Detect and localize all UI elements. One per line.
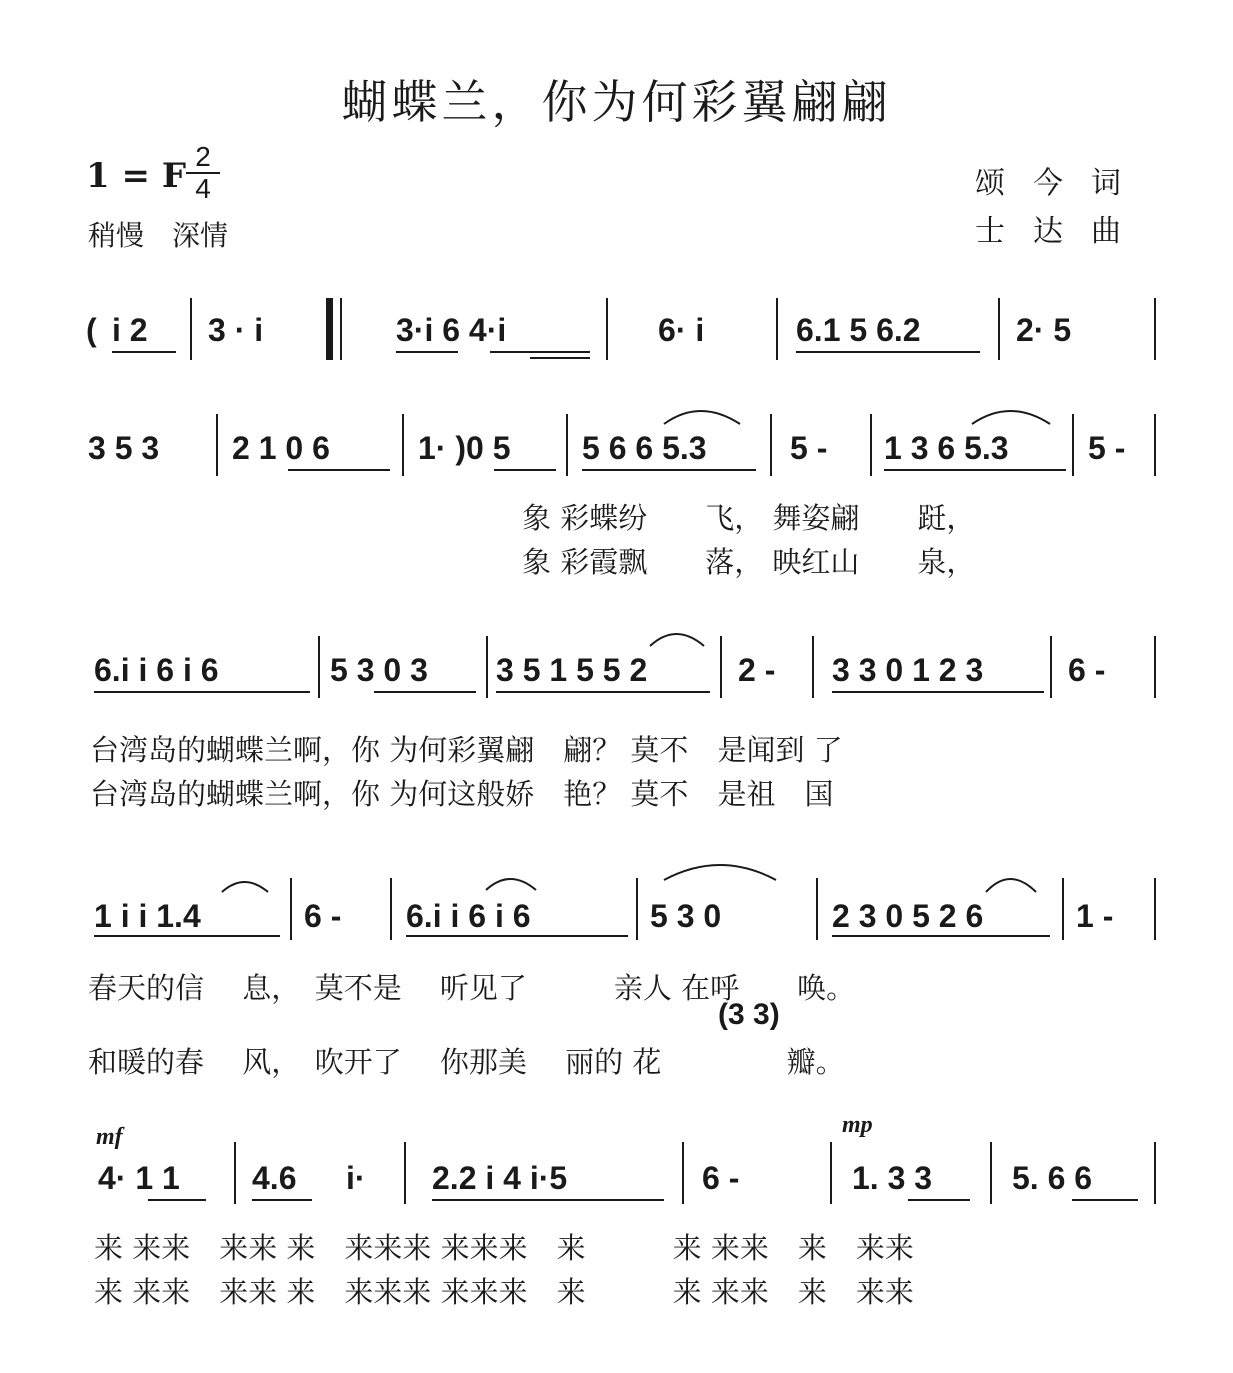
notes-row-1-m4: 6· i [658, 312, 705, 348]
notes-row-5-m1: 4.6 [252, 1160, 297, 1196]
slur [486, 879, 536, 890]
lyric-row-5-verse-1: 来 来来 来来 来 来来来 来来来 来 来 来来 来 来来 [94, 1231, 914, 1265]
lyric-row-4-verse-1: 春天的信 息， 莫不是 听见了 亲人 在呼 唤。 [88, 971, 856, 1005]
time-signature-bottom: 4 [195, 173, 211, 204]
notes-row-3-m1: 5 3 0 3 [330, 652, 428, 688]
notes-row-3-m3: 2 - [738, 652, 776, 688]
lyricist-credit: 颂今词 [975, 166, 1149, 201]
notes-row-2-m1: 2 1 0 6 [232, 430, 330, 466]
notes-row-4-m5: 1 - [1076, 898, 1114, 934]
key-signature: 1 = F [86, 156, 186, 196]
tempo-marking: 稍慢 深情 [88, 219, 229, 252]
notes-row-5-m5: 1. 3 3 [852, 1160, 933, 1196]
lyric-row-4-verse-2: 和暖的春 风， 吹开了 你那美 丽的 花 瓣。 [88, 1045, 845, 1079]
slur [222, 882, 268, 892]
notes-row-1-m3: 3·i 6 4·i [396, 312, 507, 348]
lyric-row-3-verse-1: 台湾岛的蝴蝶兰啊，你 为何彩翼翩 翩？ 莫不 是闻到 了 [90, 733, 843, 767]
notes-row-2-m2: 1· )0 5 [418, 430, 511, 466]
lyric-row-5-verse-2: 来 来来 来来 来 来来来 来来来 来 来 来来 来 来来 [94, 1275, 914, 1309]
notes-row-4-m1: 6 - [304, 898, 342, 934]
slur [664, 411, 740, 424]
notes-row-2-m0: 3 5 3 [88, 430, 160, 466]
lyric-row-2-verse-2: 象 彩霞飘 落， 映红山 泉， [522, 545, 976, 579]
notes-row-1-m1: i 2 [112, 312, 148, 348]
notes-row-3-m4: 3 3 0 1 2 3 [832, 652, 984, 688]
dynamic-mf: mf [96, 1124, 123, 1150]
notes-row-2-m5: 1 3 6 5.3 [884, 430, 1009, 466]
notes-row-1-m2: 3 · i [208, 312, 264, 348]
lyric-row-3-verse-2: 台湾岛的蝴蝶兰啊，你 为何这般娇 艳？ 莫不 是祖 国 [90, 777, 834, 811]
slur [986, 879, 1036, 892]
notes-row-1-m0: ( [86, 312, 97, 348]
notes-row-5-m3: 2.2 i 4 i·5 [432, 1160, 568, 1196]
notes-row-5-m6: 5. 6 6 [1012, 1160, 1093, 1196]
notes-row-2-m3: 5 6 6 5.3 [582, 430, 707, 466]
notes-row-4-m0: 1 i i 1.4 [94, 898, 201, 934]
slur [972, 411, 1050, 424]
notes-row-4-m4: 2 3 0 5 2 6 [832, 898, 984, 934]
notes-row-2-m4: 5 - [790, 430, 828, 466]
slur [650, 634, 704, 646]
dynamic-mp: mp [842, 1112, 873, 1138]
notes-row-1-m5: 6.1 5 6.2 [796, 312, 921, 348]
notes-row-4-m3: 5 3 0 [650, 898, 722, 934]
notes-row-2-m6: 5 - [1088, 430, 1126, 466]
notes-row-5-m4: 6 - [702, 1160, 740, 1196]
notes-row-4-m2: 6.i i 6 i 6 [406, 898, 531, 934]
time-signature-top: 2 [195, 141, 211, 172]
notes-row-3-m5: 6 - [1068, 652, 1106, 688]
alternate-notes: (3 3) [718, 998, 780, 1031]
composer-credit: 士达曲 [975, 214, 1149, 249]
notes-row-5-m2: i· [346, 1160, 366, 1196]
notes-row-3-m2: 3 5 1 5 5 2 [496, 652, 648, 688]
notes-row-3-m0: 6.i i 6 i 6 [94, 652, 219, 688]
slur [664, 865, 776, 880]
lyric-row-2-verse-1: 象 彩蝶纷 飞， 舞姿翩 跹， [522, 501, 976, 535]
page-title: 蝴蝶兰，你为何彩翼翩翩 [341, 75, 892, 129]
notes-row-5-m0: 4· 1 1 [98, 1160, 180, 1196]
notes-row-1-m6: 2· 5 [1016, 312, 1072, 348]
